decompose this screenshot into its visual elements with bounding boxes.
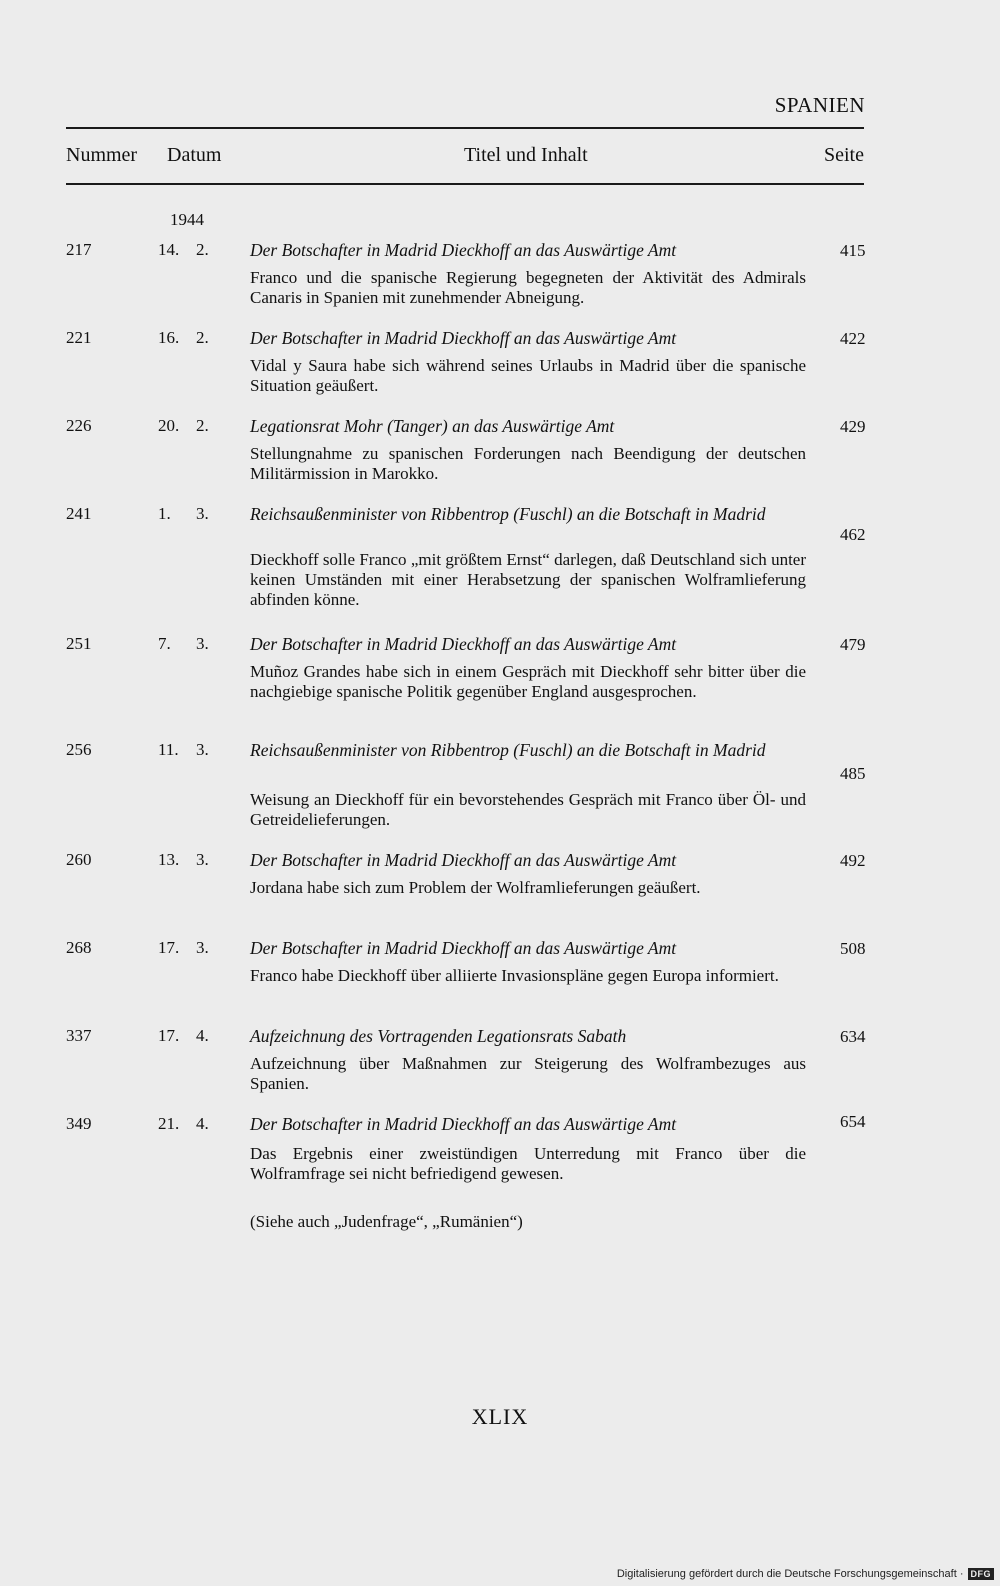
entry-number: 251	[66, 634, 92, 653]
entry-number: 256	[66, 740, 92, 759]
entry-month: 3.	[196, 850, 209, 869]
entry-number: 217	[66, 240, 92, 259]
entry-number: 337	[66, 1026, 92, 1045]
entry-month: 2.	[196, 416, 209, 435]
entry-title: Der Botschafter in Madrid Dieckhoff an das Auswärtige Amt	[250, 938, 677, 958]
entry-day: 17.	[158, 1026, 180, 1045]
entry-number: 221	[66, 328, 92, 347]
entry-month: 3.	[196, 504, 209, 523]
entry-page: 634	[840, 1027, 866, 1046]
footer-text: Digitalisierung gefördert durch die Deutsche Forschungsgemeinschaft ·	[616, 1568, 964, 1580]
entry-title: Aufzeichnung des Vortragenden Legationsrats Sabath	[250, 1026, 627, 1046]
digitization-footer	[617, 1568, 994, 1580]
entry-description: Weisung an Dieckhoff für ein bevorstehendes Gespräch mit Franco über Öl- und Getreidelieferungen.	[250, 790, 806, 829]
column-header-number: Nummer	[66, 144, 138, 166]
entry-day: 1.	[158, 504, 171, 523]
entry-title: Legationsrat Mohr (Tanger) an das Auswärtige Amt	[250, 416, 615, 436]
year-label: 1944	[170, 210, 204, 229]
entry-title: Reichsaußenminister von Ribbentrop (Fuschl) an die Botschaft in Madrid	[250, 740, 766, 760]
entry-description: Das Ergebnis einer zweistündigen Unterredung mit Franco über die Wolframfrage sei nicht befriedigend gewesen.	[250, 1144, 806, 1183]
entry-month: 3.	[196, 740, 209, 759]
entry-page: 492	[840, 851, 866, 870]
entry-month: 4.	[196, 1114, 209, 1133]
entry-page: 415	[840, 241, 866, 260]
entry-description: Jordana habe sich zum Problem der Wolframlieferungen geäußert.	[250, 878, 701, 897]
page-number: XLIX	[471, 1404, 529, 1429]
dfg-logo: DFG	[968, 1568, 995, 1580]
entry-description: Vidal y Saura habe sich während seines Urlaubs in Madrid über die spanische Situation geäußert.	[250, 356, 806, 395]
entry-day: 17.	[158, 938, 180, 957]
entry-page: 462	[840, 525, 866, 544]
entry-number: 268	[66, 938, 92, 957]
entry-number: 349	[66, 1114, 92, 1133]
entry-description: Franco und die spanische Regierung begegneten der Aktivität des Admirals Canaris in Spanien mit zunehmender Abneigung.	[250, 268, 806, 307]
entry-page: 654	[840, 1112, 866, 1131]
entry-month: 3.	[196, 938, 209, 957]
entry-number: 241	[66, 504, 92, 523]
header-rule-bottom	[66, 183, 864, 185]
section-title: SPANIEN	[774, 93, 865, 117]
entry-number: 226	[66, 416, 92, 435]
entry-description: Franco habe Dieckhoff über alliierte Invasionspläne gegen Europa informiert.	[250, 966, 779, 985]
entry-page: 479	[840, 635, 866, 654]
entry-title: Der Botschafter in Madrid Dieckhoff an das Auswärtige Amt	[250, 850, 677, 870]
entry-number: 260	[66, 850, 92, 869]
entry-page: 429	[840, 417, 866, 436]
entry-day: 11.	[158, 740, 179, 759]
entry-day: 7.	[158, 634, 171, 653]
entry-description: Aufzeichnung über Maßnahmen zur Steigerung des Wolframbezuges aus Spanien.	[250, 1054, 806, 1093]
entry-day: 21.	[158, 1114, 180, 1133]
entry-day: 14.	[158, 240, 180, 259]
entry-page: 422	[840, 329, 866, 348]
entry-month: 2.	[196, 328, 209, 347]
entry-description: Muñoz Grandes habe sich in einem Gespräch mit Dieckhoff sehr bitter über die nachgiebige spanische Politik gegenüber England ausgesprochen.	[250, 662, 806, 701]
see-also-note: (Siehe auch „Judenfrage“, „Rumänien“)	[250, 1212, 523, 1231]
entry-page: 508	[840, 939, 866, 958]
entry-title: Der Botschafter in Madrid Dieckhoff an das Auswärtige Amt	[250, 328, 677, 348]
entry-day: 20.	[158, 416, 180, 435]
entry-month: 3.	[196, 634, 209, 653]
entry-title: Der Botschafter in Madrid Dieckhoff an das Auswärtige Amt	[250, 240, 677, 260]
entry-day: 13.	[158, 850, 180, 869]
entry-month: 4.	[196, 1026, 209, 1045]
entry-description: Dieckhoff solle Franco „mit größtem Ernst“ darlegen, daß Deutschland sich unter keinen Umständen mit einer Herabsetzung der spanischen Wolframlieferung abfinden könne.	[250, 550, 806, 609]
header-rule-top	[66, 127, 864, 129]
column-header-date: Datum	[167, 144, 222, 166]
entry-title: Der Botschafter in Madrid Dieckhoff an das Auswärtige Amt	[250, 634, 677, 654]
entry-title: Der Botschafter in Madrid Dieckhoff an das Auswärtige Amt	[250, 1114, 677, 1134]
column-header-title: Titel und Inhalt	[464, 144, 588, 166]
entry-title: Reichsaußenminister von Ribbentrop (Fuschl) an die Botschaft in Madrid	[250, 504, 766, 524]
entry-month: 2.	[196, 240, 209, 259]
entry-description: Stellungnahme zu spanischen Forderungen nach Beendigung der deutschen Militärmission in Marokko.	[250, 444, 806, 483]
entry-day: 16.	[158, 328, 180, 347]
column-header-page: Seite	[824, 144, 864, 166]
entry-page: 485	[840, 764, 866, 783]
